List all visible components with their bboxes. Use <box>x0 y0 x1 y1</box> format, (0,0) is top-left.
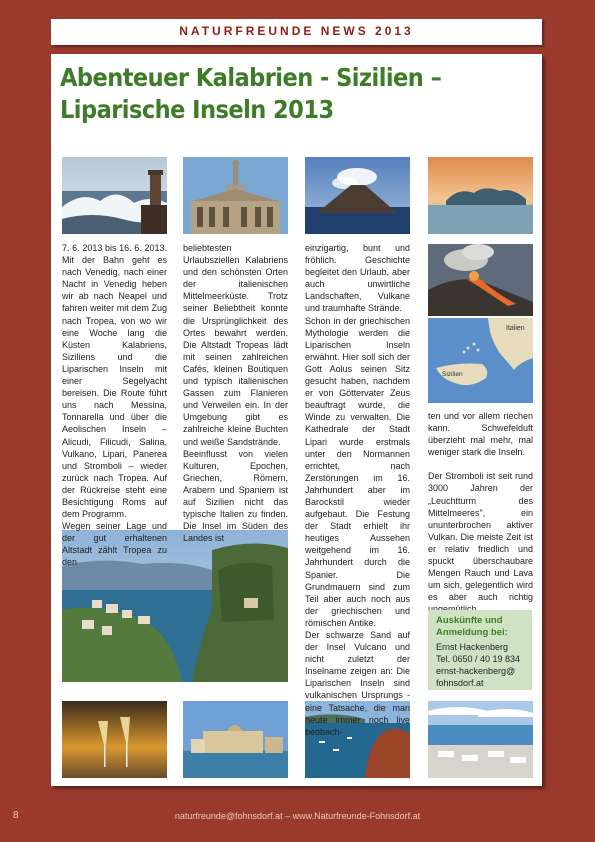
paragraph: einzigartig, bunt und fröhlich. Geschichte begleitet den Urlaub, aber auch unwirtliche Landschaften, Vulkane und traumhafte Strände. <box>305 243 410 314</box>
map-label-italien: Italien <box>506 325 525 332</box>
paragraph: Beeinflusst von vielen Kulturen, Epochen, Griechen, Römern, Arabern und Spaniern ist auf Sizilien nicht das typische Italien zu finden. Die Insel im Süden des Landes ist <box>183 448 288 544</box>
contact-email-line2: fohnsdorf.at <box>436 678 484 688</box>
header-bar <box>51 19 542 45</box>
paragraph: Schon in der griechischen Mythologie werden die Liparischen Inseln erwähnt. Hier soll sich der Gott Aolus seinen Sitz gesucht haben, nachdem er von Göttervater Zeus beauftragt wurde, die Winde zu verwalten. Die Kathedrale der Stadt Lipari wurde erstmals unter den Normannen errichtet, nach Zerstörungen im 16. Jahrhundert aber im Barockstil wieder aufgebaut. Die Festung der Stadt erhielt ihr heutiges Aussehen weitgehend im 16. Jahrhundert durch die Spanier. Die Grundmauern sind zum Teil aber auch noch aus der griechischen und römischen Antike. <box>305 315 410 628</box>
article-column-3 <box>305 242 410 738</box>
article-title-line1: Abenteuer Kalabrien - Sizilien – <box>60 63 442 92</box>
paragraph: Wegen seiner Lage und der gut erhaltenen Altstadt zählt Tropea zu den <box>62 521 167 568</box>
page-number: 8 <box>13 810 19 821</box>
contact-name: Ernst Hackenberg <box>436 642 509 652</box>
contact-box <box>428 610 532 690</box>
photo-stromboli-eruption <box>428 244 533 316</box>
contact-details <box>436 641 520 689</box>
article-column-2 <box>183 242 288 544</box>
photo-volcano-island <box>305 157 410 234</box>
paragraph: ten und vor allem riechen kann. Schwefelduft überzieht mal mehr, mal weniger stark die Inseln. <box>428 411 533 458</box>
article-title <box>60 62 492 126</box>
photo-harbor-town <box>183 701 288 778</box>
contact-heading-line2: Anmeldung bei: <box>436 627 508 638</box>
contact-email-line1: ernst-hackenberg@ <box>436 666 516 676</box>
photo-island-sunset <box>428 157 533 234</box>
footer-contact-links[interactable]: naturfreunde@fohnsdorf.at – www.Naturfreunde-Fohnsdorf.at <box>174 811 421 821</box>
photo-champagne-sunset <box>62 701 167 778</box>
photo-seaside-terrace <box>428 701 533 778</box>
article-column-1 <box>62 242 167 569</box>
contact-heading-line1: Auskünfte und <box>436 615 503 626</box>
map-sicily-calabria <box>428 318 533 403</box>
contact-email[interactable] <box>436 665 520 689</box>
article-column-4 <box>428 410 533 616</box>
contact-phone: Tel. 0650 / 40 19 834 <box>436 654 521 664</box>
paragraph: Der schwarze Sand auf der Insel Vulcano und nicht zuletzt der Inselname zeigen an: Die Liparischen Inseln sind vulkanischen Ursprungs - eine Tatsache, die man heute immer noch live beobach- <box>305 630 410 737</box>
map-label-sizilien: Sizilien <box>442 371 463 378</box>
photo-cathedral-statue <box>183 157 288 234</box>
paragraph: 7. 6. 2013 bis 16. 6. 2013. Mit der Bahn geht es nach Venedig, nach einer Nacht in Venedig heben wir ab nach Neapel und fahren weiter mit dem Zug nach Tropea, von wo wir eine Woche lang die Küsten Kalabriens, Siziliens und die Liparischen Inseln mit einer Segelyacht bereisen. Die Route führt uns nach Messina, Tonnarella und über die Aeolischen Inseln – Alicudi, Filicudi, Salina, Vulkano, Lipari, Panerea und Stromboli – wieder zurück nach Tropea. Auf der Rückreise steht eine Besichtigung Roms auf dem Programm. <box>62 243 167 520</box>
paragraph: beliebtesten Urlaubsziellen Kalabriens und den schönsten Orten der italienischen Mittelmeerküste. Trotz seiner Beliebtheit konnte die Ursprünglichkeit des Ortes bewahrt werden. Die Altstadt Tropeas lädt mit seinen zahlreichen Cafés, kleinen Boutiquen und typisch italienischen Gassen zum Flanieren und Verweilen ein. In der Umgebung gibt es zahlreiche kleine Buchten und weiße Sandstrände. <box>183 243 288 447</box>
article-title-line2: Liparische Inseln 2013 <box>60 95 334 124</box>
contact-heading <box>436 615 508 639</box>
newsletter-header-title: NATURFREUNDE NEWS 2013 <box>179 24 414 38</box>
photo-coast-waves <box>62 157 167 234</box>
paragraph: Der Stromboli ist seit rund 3000 Jahren der „Leuchtturm des Mittelmeeres", ein ununterbrochen aktiver Vulkan. Die meiste Zeit ist er relativ friedlich und spuckt überschaubare Mengen Rauch und Lava um sich, gelegentlich wird es aber auch richtig <box>428 471 533 603</box>
